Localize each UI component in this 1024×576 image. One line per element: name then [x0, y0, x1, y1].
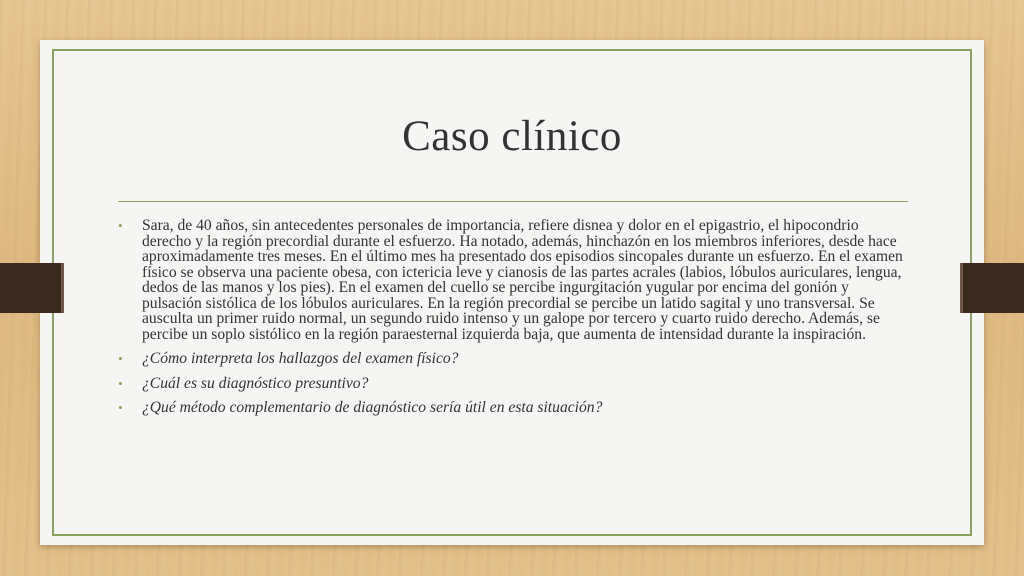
question-interpretation-text: ¿Cómo interpreta los hallazgos del examen físico?: [142, 350, 459, 367]
slide-content: [118, 218, 908, 425]
bullet-case-description: [118, 218, 908, 342]
bullet-icon: •: [118, 218, 123, 233]
bullet-icon: •: [118, 375, 123, 391]
case-description-text: Sara, de 40 años, sin antecedentes personales de importancia, refiere disnea y dolor en el epigastrio, el hipocondrio derecho y la región precordial durante el esfuerzo. Ha notado, además, hinchazón en los miembros inferiores, desde hace aproximadamente tres meses. En el último mes ha presentado dos episodios sincopales durante un esfuerzo. En el examen físico se observa una paciente obesa, con ictericia leve y cianosis de las partes acrales (labios, lóbulos auriculares, lengua, dedos de las manos y los pies). En el examen del cuello se percibe ingurgitación yugular por encima del gonión y pulsación sistólica de los lóbulos auriculares. En la región precordial se percibe un latido sagital y uno transversal. Se ausculta un primer ruido normal, un segundo ruido intenso y un galope por tercero y cuarto ruido derecho. Además, se percibe un soplo sistólico en la región paraesternal izquierda baja, que aumenta de intensidad durante la inspiración.: [142, 217, 903, 343]
left-side-tab: [0, 263, 64, 313]
bullet-question-method: [118, 400, 908, 416]
title-divider: [118, 201, 908, 202]
slide-title: Caso clínico: [402, 113, 622, 160]
question-method-text: ¿Qué método complementario de diagnóstico sería útil en esta situación?: [142, 399, 603, 416]
bullet-icon: •: [118, 400, 123, 415]
bullet-question-interpretation: [118, 351, 908, 367]
bullet-question-diagnosis: [118, 376, 908, 392]
right-side-tab: [960, 263, 1024, 313]
bullet-icon: •: [118, 351, 123, 366]
question-diagnosis-text: ¿Cuál es su diagnóstico presuntivo?: [142, 374, 369, 392]
